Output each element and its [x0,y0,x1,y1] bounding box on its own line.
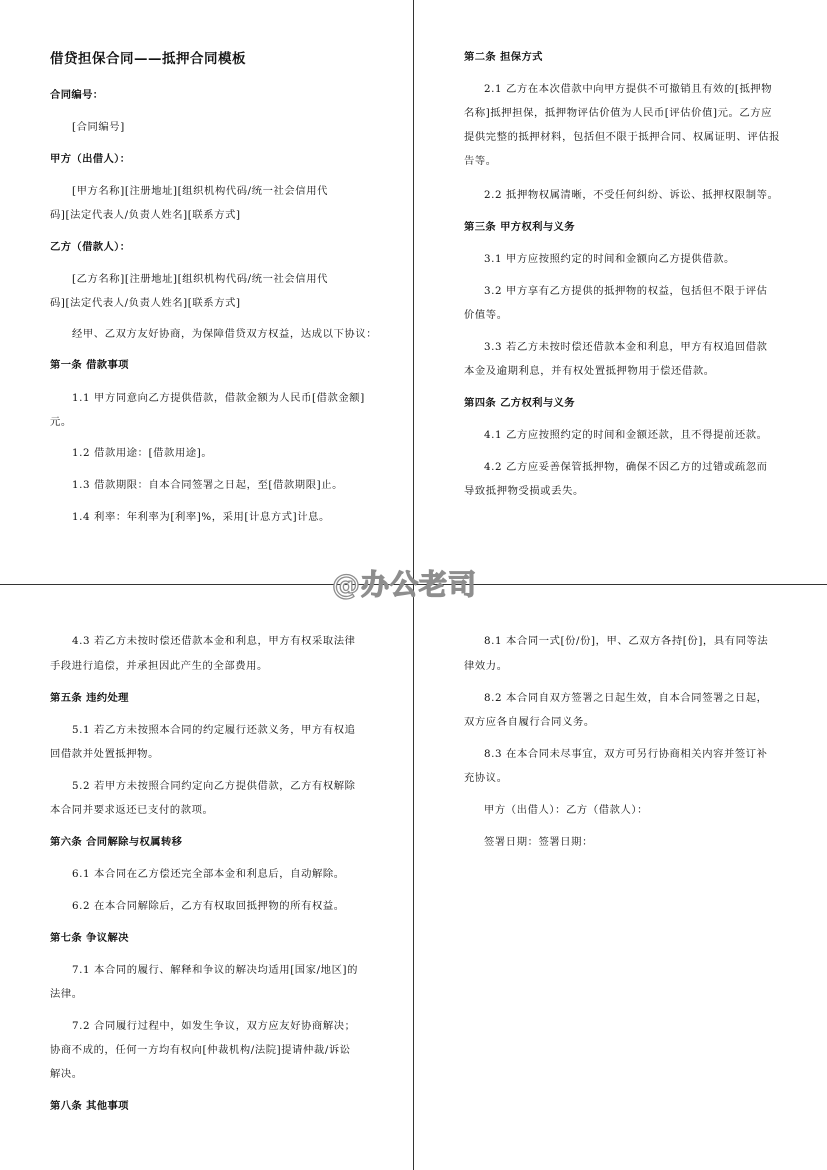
article-6-heading: 第六条 合同解除与权属转移 [50,836,183,848]
clause-5-2-line1: 5.2 若甲方未按照合同约定向乙方提供借款，乙方有权解除 [72,780,356,792]
clause-7-2-line1: 7.2 合同履行过程中，如发生争议，双方应友好协商解决； [72,1020,356,1032]
article-5-heading: 第五条 违约处理 [50,692,129,704]
signature-parties: 甲方（出借人）：乙方（借款人）： [484,804,649,816]
clause-3-3-line2: 本金及逾期利息，并有权处置抵押物用于偿还借款。 [464,365,715,377]
clause-4-2-line2: 导致抵押物受损或丢失。 [464,485,584,497]
party-a-line2: 码][法定代表人/负责人姓名][联系方式] [50,209,241,221]
clause-7-2-line3: 解决。 [50,1068,83,1080]
clause-8-1-line1: 8.1 本合同一式[份/份]，甲、乙双方各持[份]，具有同等法 [484,635,769,647]
party-a-label: 甲方（出借人）： [50,153,131,165]
article-3-heading: 第三条 甲方权利与义务 [464,221,575,233]
clause-1-1-line2: 元。 [50,416,72,428]
party-b-label: 乙方（借款人）： [50,241,131,253]
clause-8-2-line1: 8.2 本合同自双方签署之日起生效，自本合同签署之日起， [484,692,768,704]
signature-dates: 签署日期：签署日期： [484,836,593,848]
document-page-3 [0,585,413,1170]
clause-1-3: 1.3 借款期限：自本合同签署之日起，至[借款期限]止。 [72,479,344,491]
clause-1-4: 1.4 利率：年利率为[利率]%，采用[计息方式]计息。 [72,511,330,523]
clause-4-3-line2: 手段进行追偿，并承担因此产生的全部费用。 [50,660,268,672]
contract-no-value: [合同编号] [72,121,125,133]
clause-2-1-line3: 提供完整的抵押材料，包括但不限于抵押合同、权属证明、评估报 [464,131,781,143]
document-title: 借贷担保合同——抵押合同模板 [50,51,246,67]
clause-1-1-line1: 1.1 甲方同意向乙方提供借款，借款金额为人民币[借款金额] [72,392,365,404]
party-b-line2: 码][法定代表人/负责人姓名][联系方式] [50,297,241,309]
clause-5-1-line2: 回借款并处置抵押物。 [50,748,159,760]
clause-3-2-line1: 3.2 甲方享有乙方提供的抵押物的权益，包括但不限于评估 [484,285,768,297]
clause-8-2-line2: 双方应各自履行合同义务。 [464,716,595,728]
clause-6-1: 6.1 本合同在乙方偿还完全部本金和利息后，自动解除。 [72,868,345,880]
clause-3-1: 3.1 甲方应按照约定的时间和金额向乙方提供借款。 [484,253,735,265]
clause-1-2: 1.2 借款用途：[借款用途]。 [72,447,213,459]
clause-7-1-line2: 法律。 [50,988,83,1000]
clause-8-1-line2: 律效力。 [464,660,508,672]
article-8-heading: 第八条 其他事项 [50,1100,129,1112]
clause-3-2-line2: 价值等。 [464,309,508,321]
clause-5-2-line2: 本合同并要求返还已支付的款项。 [50,804,214,816]
document-page-4 [414,585,827,1170]
article-7-heading: 第七条 争议解决 [50,932,129,944]
contract-no-label: 合同编号： [50,89,104,101]
party-b-line1: [乙方名称][注册地址][组织机构代码/统一社会信用代 [72,273,328,285]
clause-2-2: 2.2 抵押物权属清晰，不受任何纠纷、诉讼、抵押权限制等。 [484,189,779,201]
clause-6-2: 6.2 在本合同解除后，乙方有权取回抵押物的所有权益。 [72,900,345,912]
watermark-text: @办公老司 [332,568,478,601]
clause-7-1-line1: 7.1 本合同的履行、解释和争议的解决均适用[国家/地区]的 [72,964,358,976]
clause-8-3-line2: 充协议。 [464,772,508,784]
clause-2-1-line4: 告等。 [464,155,497,167]
clause-5-1-line1: 5.1 若乙方未按照本合同的约定履行还款义务，甲方有权追 [72,724,356,736]
watermark [332,566,500,604]
clause-4-2-line1: 4.2 乙方应妥善保管抵押物，确保不因乙方的过错或疏忽而 [484,461,768,473]
document-page-1 [0,0,413,584]
clause-3-3-line1: 3.3 若乙方未按时偿还借款本金和利息，甲方有权追回借款 [484,341,768,353]
document-page-2 [414,0,827,584]
intro-paragraph: 经甲、乙双方友好协商，为保障借贷双方权益，达成以下协议： [72,328,378,340]
party-a-line1: [甲方名称][注册地址][组织机构代码/统一社会信用代 [72,185,328,197]
article-1-heading: 第一条 借款事项 [50,359,129,371]
clause-2-1-line2: 名称]抵押担保，抵押物评估价值为人民币[评估价值]元。乙方应 [464,107,773,119]
clause-7-2-line2: 协商不成的，任何一方均有权向[仲裁机构/法院]提请仲裁/诉讼 [50,1044,351,1056]
clause-2-1-line1: 2.1 乙方在本次借款中向甲方提供不可撤销且有效的[抵押物 [484,83,773,95]
clause-4-3-line1: 4.3 若乙方未按时偿还借款本金和利息，甲方有权采取法律 [72,635,356,647]
clause-4-1: 4.1 乙方应按照约定的时间和金额还款，且不得提前还款。 [484,429,768,441]
clause-8-3-line1: 8.3 在本合同未尽事宜，双方可另行协商相关内容并签订补 [484,748,768,760]
article-4-heading: 第四条 乙方权利与义务 [464,397,575,409]
article-2-heading: 第二条 担保方式 [464,51,543,63]
